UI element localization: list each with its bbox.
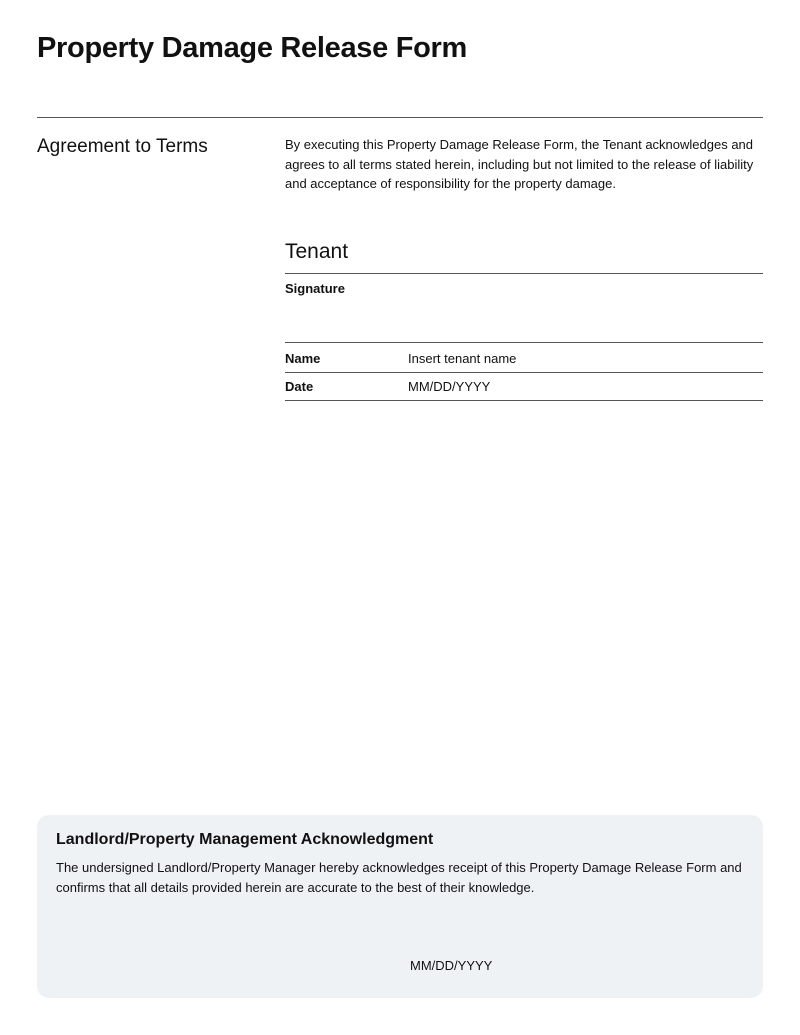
- signature-field[interactable]: [285, 300, 763, 340]
- agreement-text: By executing this Property Damage Release Form, the Tenant acknowledges and agrees to all terms stated herein, including but not limited to the release of liability and acceptance of responsibility for the property damage.: [285, 137, 754, 191]
- signature-label: Signature: [285, 281, 345, 296]
- name-field[interactable]: Insert tenant name: [408, 351, 517, 366]
- acknowledgment-panel: [37, 815, 763, 998]
- name-row-divider: [285, 372, 763, 373]
- date-row-divider: [285, 400, 763, 401]
- agreement-heading: Agreement to Terms: [37, 136, 208, 157]
- acknowledgment-date-field[interactable]: MM/DD/YYYY: [410, 958, 493, 973]
- tenant-divider: [285, 273, 763, 274]
- date-field[interactable]: MM/DD/YYYY: [408, 379, 491, 394]
- acknowledgment-title: Landlord/Property Management Acknowledgment: [56, 831, 434, 848]
- acknowledgment-text: The undersigned Landlord/Property Manager hereby acknowledges receipt of this Property Damage Release Form and confirms that all details provided herein are accurate to the best of their knowledge.: [56, 860, 742, 895]
- tenant-heading: Tenant: [285, 240, 349, 263]
- date-label: Date: [285, 379, 314, 394]
- header-divider: [37, 117, 763, 118]
- name-label: Name: [285, 351, 321, 366]
- signature-line: [285, 342, 763, 343]
- page-title: Property Damage Release Form: [37, 32, 467, 64]
